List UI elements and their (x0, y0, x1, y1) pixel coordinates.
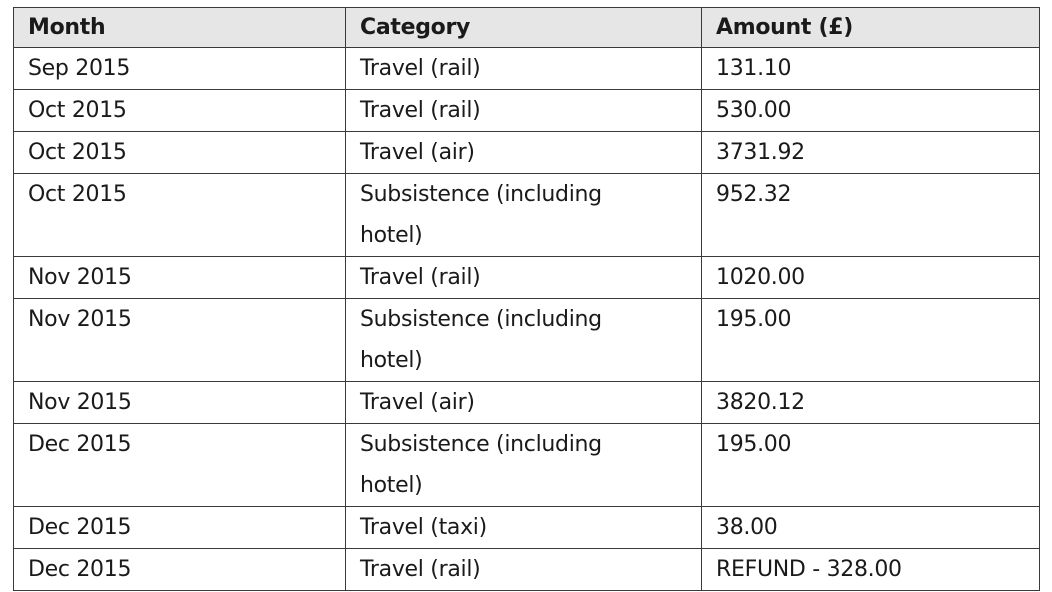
cell-month: Oct 2015 (14, 132, 346, 174)
cell-category-text: Subsistence (including hotel) (360, 307, 602, 373)
cell-category-text: Subsistence (including hotel) (360, 432, 602, 498)
cell-month: Sep 2015 (14, 48, 346, 90)
table-row (14, 549, 1040, 591)
cell-category-text: Subsistence (including hotel) (360, 182, 602, 248)
cell-month: Nov 2015 (14, 299, 346, 382)
cell-category: Travel (rail) (346, 48, 702, 90)
cell-category: Travel (rail) (346, 257, 702, 299)
table-row (14, 48, 1040, 90)
table-row (14, 257, 1040, 299)
cell-amount: 38.00 (702, 507, 1040, 549)
cell-amount: 952.32 (702, 174, 1040, 257)
cell-category (346, 424, 702, 507)
cell-amount: 1020.00 (702, 257, 1040, 299)
table-row (14, 424, 1040, 507)
cell-amount: REFUND - 328.00 (702, 549, 1040, 591)
cell-amount: 195.00 (702, 424, 1040, 507)
table-body (14, 48, 1040, 591)
cell-category: Travel (taxi) (346, 507, 702, 549)
cell-month: Dec 2015 (14, 507, 346, 549)
table-row (14, 507, 1040, 549)
header-row (14, 8, 1040, 48)
table-row (14, 382, 1040, 424)
header-month: Month (14, 8, 346, 48)
cell-month: Nov 2015 (14, 382, 346, 424)
cell-month: Oct 2015 (14, 174, 346, 257)
cell-month: Nov 2015 (14, 257, 346, 299)
expenses-table (13, 7, 1040, 591)
cell-amount: 195.00 (702, 299, 1040, 382)
cell-amount: 530.00 (702, 90, 1040, 132)
cell-category: Travel (rail) (346, 549, 702, 591)
cell-category: Travel (rail) (346, 90, 702, 132)
header-amount: Amount (£) (702, 8, 1040, 48)
table-row (14, 132, 1040, 174)
cell-category (346, 174, 702, 257)
cell-month: Dec 2015 (14, 424, 346, 507)
expenses-table-container (13, 7, 1040, 591)
table-header (14, 8, 1040, 48)
table-row (14, 174, 1040, 257)
cell-category (346, 299, 702, 382)
cell-month: Dec 2015 (14, 549, 346, 591)
cell-category: Travel (air) (346, 382, 702, 424)
cell-amount: 3731.92 (702, 132, 1040, 174)
header-category: Category (346, 8, 702, 48)
cell-amount: 131.10 (702, 48, 1040, 90)
cell-month: Oct 2015 (14, 90, 346, 132)
table-row (14, 90, 1040, 132)
table-row (14, 299, 1040, 382)
cell-category: Travel (air) (346, 132, 702, 174)
cell-amount: 3820.12 (702, 382, 1040, 424)
